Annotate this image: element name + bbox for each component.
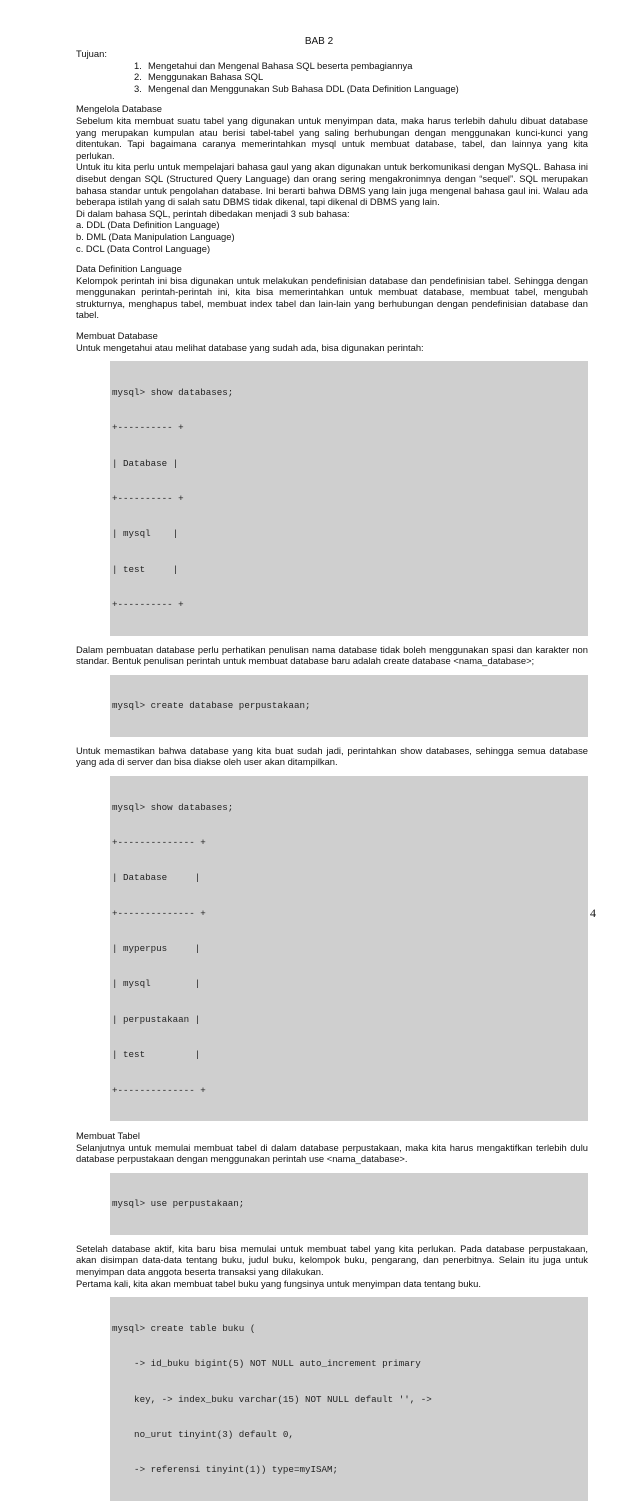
sub-language-item: b. DML (Data Manipulation Language) [76, 230, 235, 242]
code-line: | mysql | [112, 528, 179, 540]
code-block-use-database [110, 1173, 588, 1235]
section-heading: Membuat Tabel [76, 1130, 140, 1142]
chapter-title: BAB 2 [304, 36, 334, 47]
paragraph: Pertama kali, kita akan membuat tabel buku yang fungsinya untuk menyimpan data tentang buku. [76, 1277, 481, 1289]
goals-list [76, 60, 588, 95]
code-line: | myperpus | [112, 943, 201, 955]
code-line: +---------- + [112, 493, 184, 505]
code-line: +---------- + [112, 599, 184, 611]
goal-item [76, 83, 588, 95]
code-line: | perpustakaan | [112, 1013, 201, 1025]
paragraph: Kelompok perintah ini bisa digunakan untuk melakukan pendefinisian database dan pendefinisian tabel. Sehingga dengan menggunakan perintah-perintah ini, kita bisa memerintahkan untuk membuat database, membuat tabel, mengubah strukturnya, menghapus tabel, membuat index tabel dan lain-lain yang berhubungan dengan pendefinisian database dan tabel. [76, 274, 588, 321]
code-line: | Database | [112, 872, 201, 884]
goal-number: 1. [134, 59, 142, 71]
code-line: | mysql | [112, 978, 201, 990]
goal-text: Mengetahui dan Mengenal Bahasa SQL beserta pembagiannya [148, 59, 413, 71]
section-heading: Membuat Database [76, 330, 158, 342]
goal-text: Menggunakan Bahasa SQL [148, 71, 264, 83]
section-heading: Mengelola Database [76, 103, 162, 115]
code-line: +-------------- + [112, 907, 206, 919]
code-block-show-databases [110, 361, 588, 635]
code-line: key, -> index_buku varchar(15) NOT NULL default '', -> [112, 1393, 432, 1405]
code-block-create-database [110, 675, 588, 737]
goal-number: 2. [134, 71, 142, 83]
code-line: +---------- + [112, 422, 184, 434]
paragraph: Sebelum kita membuat suatu tabel yang digunakan untuk menyimpan data, maka harus terlebih dahulu dibuat database yang merupakan kumpulan atau berisi tabel-tabel yang saling berhubungan dengan menggunakan kunci-kunci yang ditentukan. Tapi bagaimana caranya memerintahkan mysql untuk membuat database, tabel, dan lainnya yang kita perlukan. [76, 114, 588, 161]
code-line: | test | [112, 563, 179, 575]
code-line: mysql> create table buku ( [112, 1322, 256, 1334]
goal-text: Mengenal dan Menggunakan Sub Bahasa DDL (Data Definition Language) [148, 82, 459, 94]
page-number: 4 [590, 906, 596, 920]
code-line: no_urut tinyint(3) default 0, [112, 1428, 294, 1440]
paragraph: Dalam pembuatan database perlu perhatikan penulisan nama database tidak boleh menggunakan spasi dan karakter non standar. Bentuk penulisan perintah untuk membuat database baru adalah create database <nama_database>; [76, 643, 588, 667]
paragraph: Untuk memastikan bahwa database yang kita buat sudah jadi, perintahkan show databases, sehingga semua database yang ada di server dan bisa diakse oleh user akan ditampilkan. [76, 744, 588, 768]
code-line: mysql> show databases; [112, 801, 234, 813]
code-block-show-databases-2 [110, 776, 588, 1121]
code-line: -> referensi tinyint(1)) type=myISAM; [112, 1464, 339, 1476]
paragraph: Selanjutnya untuk memulai membuat tabel di dalam database perpustakaan, maka kita harus mengaktifkan terlebih dulu database perpustakaan dengan menggunakan perintah use <nama_database>. [76, 1141, 588, 1165]
code-line: +-------------- + [112, 836, 206, 848]
sub-language-item: c. DCL (Data Control Language) [76, 242, 211, 254]
paragraph: Di dalam bahasa SQL, perintah dibedakan menjadi 3 sub bahasa: [76, 207, 350, 219]
paragraph: Untuk itu kita perlu untuk mempelajari bahasa gaul yang akan digunakan untuk berkomunikasi dengan MySQL. Bahasa ini disebut dengan SQL (Structured Query Language) dan orang sering mengakronimnya dengan “sequel”. SQL merupakan bahasa standar untuk pengolahan database. Ini berarti bahwa DBMS yang lain juga mengenal bahasa gaul ini. Walau ada beberapa istilah yang di salah satu DBMS tidak dikenal, tapi dikenal di DBMS yang lain. [76, 161, 588, 208]
goal-item [76, 60, 588, 72]
code-line: +-------------- + [112, 1084, 206, 1096]
code-line: | Database | [112, 457, 179, 469]
code-block-create-table [110, 1297, 588, 1501]
code-line: | test | [112, 1049, 201, 1061]
code-line: -> id_buku bigint(5) NOT NULL auto_increment primary [112, 1358, 421, 1370]
code-line: mysql> create database perpustakaan; [112, 700, 311, 712]
tujuan-label: Tujuan: [76, 48, 107, 59]
goal-number: 3. [134, 82, 142, 94]
code-line: mysql> use perpustakaan; [112, 1198, 245, 1210]
paragraph: Untuk mengetahui atau melihat database yang sudah ada, bisa digunakan perintah: [76, 341, 424, 353]
code-line: mysql> show databases; [112, 386, 234, 398]
sub-language-item: a. DDL (Data Definition Language) [76, 219, 220, 231]
paragraph: Setelah database aktif, kita baru bisa memulai untuk membuat tabel yang kita perlukan. Pada database perpustakaan, akan disimpan data-data tentang buku, judul buku, kelompok buku, pengarang, dan penerbitnya. Selain itu juga untuk menyimpan data anggota beserta transaksi yang dilakukan. [76, 1242, 588, 1277]
goal-item [76, 71, 588, 83]
section-heading: Data Definition Language [76, 263, 182, 275]
page-content [76, 48, 588, 1501]
